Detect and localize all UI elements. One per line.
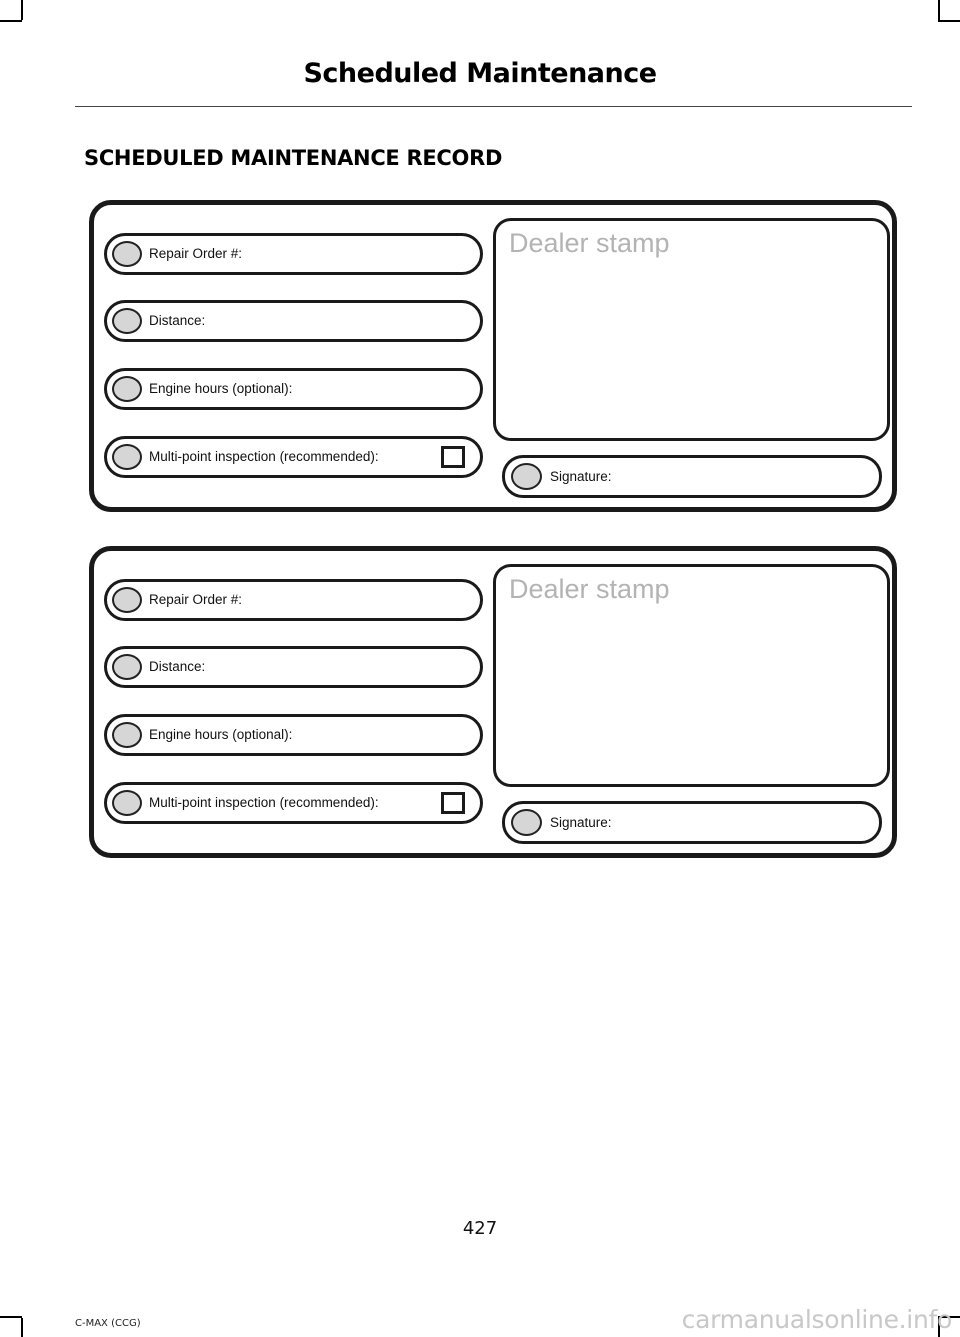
distance-label: Distance:: [149, 313, 206, 328]
crop-mark-top-left-v: [21, 0, 23, 20]
repair-order-field[interactable]: [104, 579, 483, 621]
distance-field[interactable]: [104, 646, 483, 688]
engine-hours-label: Engine hours (optional):: [149, 381, 293, 396]
inspection-field: [104, 436, 483, 478]
field-bullet-icon: [112, 241, 142, 267]
dealer-stamp-box: [493, 564, 890, 787]
signature-field[interactable]: [502, 801, 882, 844]
field-bullet-icon: [112, 790, 142, 816]
dealer-stamp-label: Dealer stamp: [509, 228, 670, 258]
field-bullet-icon: [112, 444, 142, 470]
header-divider: [75, 106, 912, 107]
repair-order-label: Repair Order #:: [149, 246, 243, 261]
inspection-checkbox[interactable]: [441, 446, 465, 468]
watermark: carmanualsonline.info: [681, 1305, 952, 1334]
crop-mark-bottom-left-v: [21, 1318, 23, 1337]
field-bullet-icon: [112, 722, 142, 748]
field-bullet-icon: [112, 376, 142, 402]
crop-mark-top-left-h: [0, 20, 22, 22]
crop-mark-bottom-left-h: [0, 1316, 22, 1318]
inspection-checkbox[interactable]: [441, 792, 465, 814]
crop-mark-top-right-v: [938, 0, 940, 20]
engine-hours-label: Engine hours (optional):: [149, 727, 293, 742]
signature-label: Signature:: [550, 469, 612, 484]
inspection-label: Multi-point inspection (recommended):: [149, 449, 379, 464]
field-bullet-icon: [112, 308, 142, 334]
repair-order-label: Repair Order #:: [149, 592, 243, 607]
field-bullet-icon: [112, 587, 142, 613]
signature-label: Signature:: [550, 815, 612, 830]
inspection-label: Multi-point inspection (recommended):: [149, 795, 379, 810]
page-header-title: Scheduled Maintenance: [303, 58, 657, 89]
engine-hours-field[interactable]: [104, 368, 483, 410]
page-number: 427: [462, 1218, 498, 1239]
maintenance-record-card: [89, 200, 897, 512]
footer-model: C-MAX (CCG): [75, 1318, 141, 1329]
maintenance-record-card: [89, 546, 897, 858]
distance-label: Distance:: [149, 659, 206, 674]
crop-mark-top-right-h: [938, 20, 960, 22]
section-heading: SCHEDULED MAINTENANCE RECORD: [84, 146, 503, 170]
distance-field[interactable]: [104, 300, 483, 342]
field-bullet-icon: [511, 463, 542, 490]
signature-field[interactable]: [502, 455, 882, 498]
field-bullet-icon: [112, 654, 142, 680]
dealer-stamp-box: [493, 218, 890, 441]
inspection-field: [104, 782, 483, 824]
dealer-stamp-label: Dealer stamp: [509, 574, 670, 604]
repair-order-field[interactable]: [104, 233, 483, 275]
field-bullet-icon: [511, 809, 542, 836]
engine-hours-field[interactable]: [104, 714, 483, 756]
